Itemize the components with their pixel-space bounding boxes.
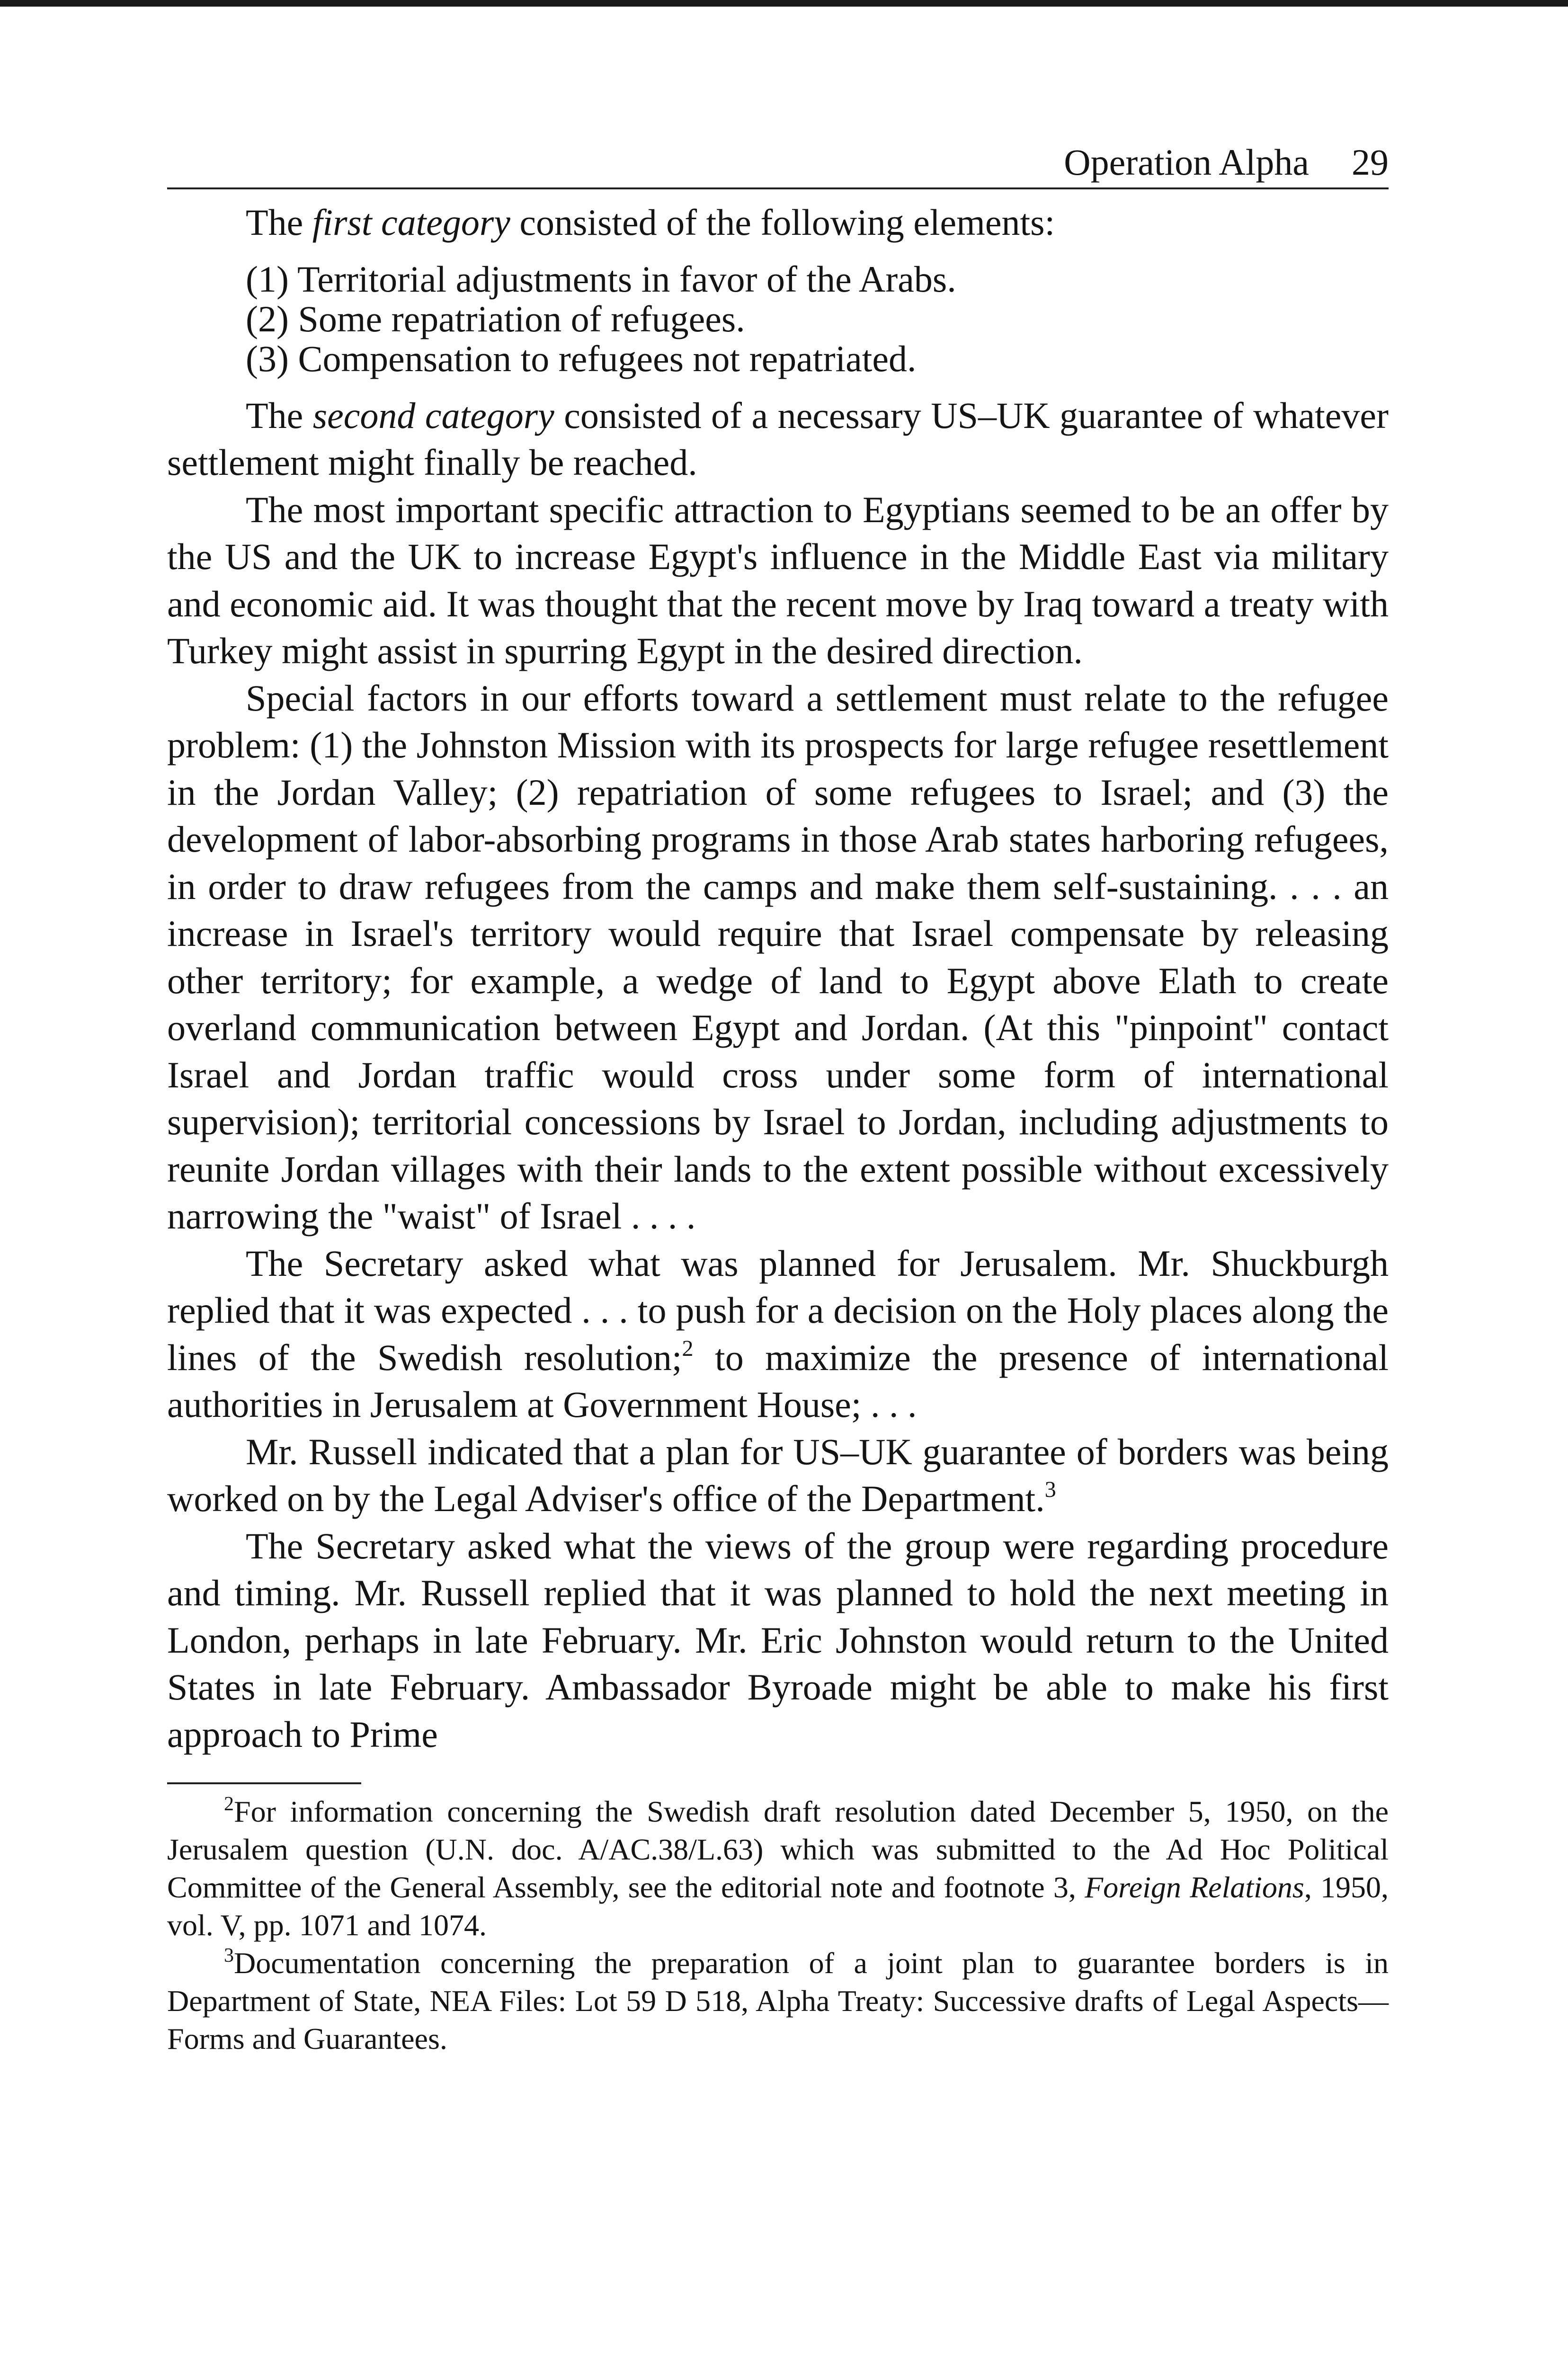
paragraph-egypt-attraction: The most important specific attraction to Egyptians seemed to be an offer by the US and the UK to increase Egypt's influence in the Middle East via military and economic aid. It was thought that the recent move by Iraq toward a treaty with Turkey might assist in spurring Egypt in the desired direction. xyxy=(167,489,1389,671)
footnote-number: 2 xyxy=(224,1793,234,1815)
paragraph-guarantee xyxy=(167,1428,1389,1522)
text-segment: For information concerning the Swedish draft resolution dated December 5, 1950, on the Jerusalem question (U.N. doc. A/AC.38/L.63) which was submitted to the Ad Hoc Political Committee of the General Assembly, see the editorial note and footnote 3, xyxy=(167,1795,1389,1904)
paragraph-first-category xyxy=(167,199,1389,246)
text-segment: Documentation concerning the preparation of a joint plan to guarantee borders is in Department of State, NEA Files: Lot 59 D 518, Alpha Treaty: Successive drafts of Legal Aspects—Forms and Guarantees. xyxy=(167,1946,1389,2056)
list-item: (3) Compensation to refugees not repatriated. xyxy=(246,338,917,379)
text-segment: The xyxy=(246,394,313,436)
text-segment: to maximize the presence of international authorities in Jerusalem at Government House; . . . xyxy=(167,1336,1389,1425)
body-text xyxy=(167,199,1389,1758)
paragraph-jerusalem xyxy=(167,1240,1389,1428)
text-segment: The Secretary asked what was planned for Jerusalem. Mr. Shuckburgh replied that it was expected . . . to push for a decision on the Holy places along the lines of the Swedish resolution; xyxy=(167,1242,1389,1378)
paragraph-procedure: The Secretary asked what the views of the group were regarding procedure and timing. Mr. Russell replied that it was planned to hold the next meeting in London, perhaps in late February. Mr. Eric Johnston would return to the United States in late February. Ambassador Byroade might be able to make his first approach to Prime xyxy=(167,1525,1389,1755)
running-head-title: Operation Alpha xyxy=(1064,142,1309,183)
footnote-divider xyxy=(167,1782,361,1784)
text-segment: consisted of a necessary US–UK guarantee of whatever settlement might finally be reached. xyxy=(167,394,1389,483)
italic-term: second category xyxy=(312,394,554,436)
list-item: (2) Some repatriation of refugees. xyxy=(246,298,745,339)
footnote-number: 3 xyxy=(224,1945,234,1967)
top-edge-bar xyxy=(0,0,1568,7)
paragraph-second-category xyxy=(167,392,1389,486)
book-page xyxy=(167,137,1389,2058)
footnotes xyxy=(167,1793,1389,2058)
italic-title: Foreign Relations xyxy=(1085,1870,1304,1904)
footnote-2 xyxy=(167,1793,1389,1944)
footnote-ref: 3 xyxy=(1044,1477,1056,1502)
elements-list xyxy=(246,259,1389,379)
page-number: 29 xyxy=(1352,142,1389,183)
text-segment: Mr. Russell indicated that a plan for US–UK guarantee of borders was being worked on by the Legal Adviser's office of the Department. xyxy=(167,1431,1389,1519)
text-segment: , 1950, vol. V, pp. 1071 and 1074. xyxy=(167,1870,1389,1942)
italic-term: first category xyxy=(312,202,510,243)
paragraph-special-factors: Special factors in our efforts toward a settlement must relate to the refugee problem: (1) the Johnston Mission with its prospects for large refugee resettlement in the Jordan Valley; (2) repatriation of some refugees to Israel; and (3) the development of labor-absorbing programs in those Arab states harboring refugees, in order to draw refugees from the camps and make them self-sustaining. . . . an increase in Israel's territory would require that Israel compensate by releasing other territory; for example, a wedge of land to Egypt above Elath to create overland communication between Egypt and Jordan. (At this "pinpoint" contact Israel and Jordan traffic would cross under some form of international supervision); territorial concessions by Israel to Jordan, including adjustments to reunite Jordan villages with their lands to the extent possible without excessively narrowing the "waist" of Israel . . . . xyxy=(167,677,1389,1237)
text-segment: consisted of the following elements: xyxy=(510,202,1055,243)
list-item: (1) Territorial adjustments in favor of the Arabs. xyxy=(246,258,956,300)
footnote-ref: 2 xyxy=(682,1335,694,1361)
text-segment: The xyxy=(246,202,312,243)
footnote-3 xyxy=(167,1944,1389,2058)
running-head xyxy=(167,137,1389,189)
